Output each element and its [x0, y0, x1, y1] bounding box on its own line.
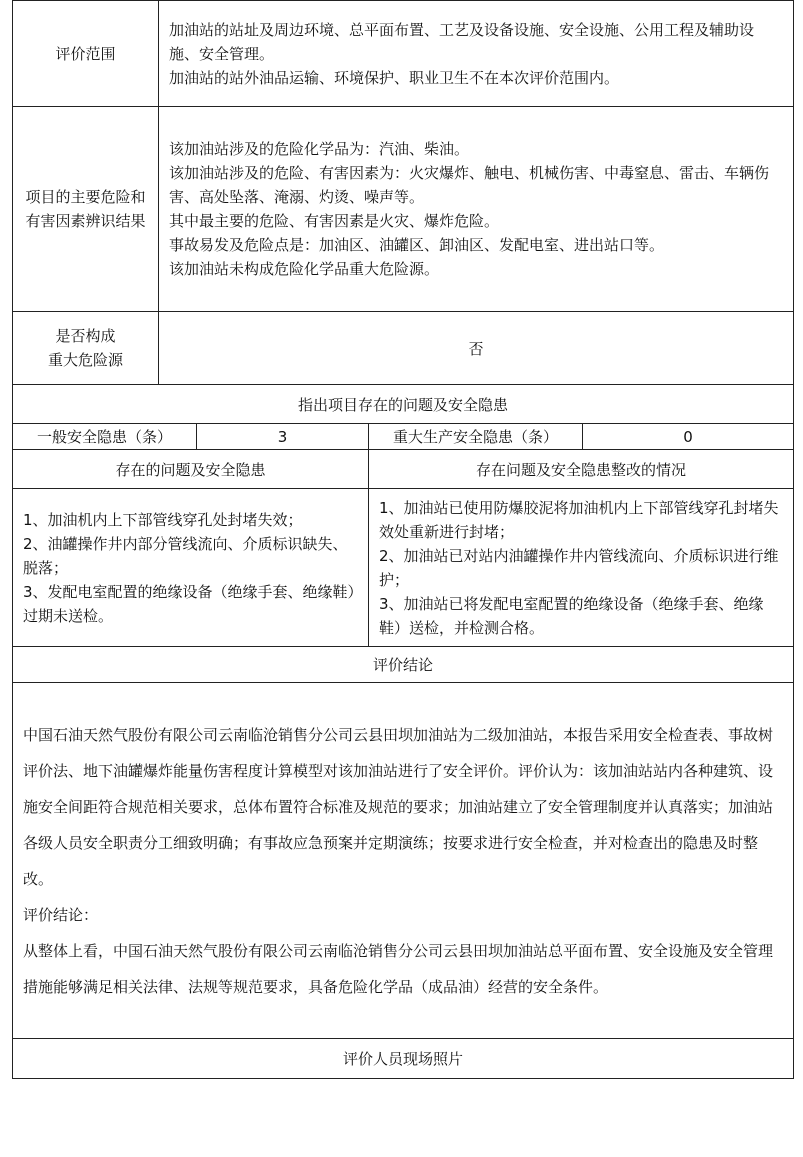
- major-hazard-label-line: 是否构成: [55, 327, 116, 345]
- rectification-item: 3、加油站已将发配电室配置的绝缘设备（绝缘手套、绝缘鞋）送检，并检测合格。: [379, 594, 764, 637]
- issue-item: 1、加油机内上下部管线穿孔处封堵失效；: [23, 510, 303, 529]
- major-hazard-value: 否: [159, 312, 794, 385]
- rectification-column-header: 存在问题及安全隐患整改的情况: [369, 450, 794, 489]
- scope-content: [159, 1, 794, 107]
- issue-item: 2、油罐操作井内部分管线流向、介质标识缺失、脱落；: [23, 534, 348, 577]
- major-hazard-label-line: 重大危险源: [47, 351, 123, 369]
- conclusion-row: [13, 683, 794, 1039]
- rectification-item: 1、加油站已使用防爆胶泥将加油机内上下部管线穿孔封堵失效处重新进行封堵；: [379, 498, 779, 541]
- evaluation-table: [12, 0, 794, 1079]
- conclusion-paragraph: 从整体上看，中国石油天然气股份有限公司云南临沧销售分公司云县田坝加油站总平面布置、安全设施及安全管理措施能够满足相关法律、法规等规范要求，具备危险化学品（成品油）经营的安全条件。: [23, 941, 774, 996]
- issues-column-header: 存在的问题及安全隐患: [13, 450, 369, 489]
- issues-columns-row: [13, 450, 794, 489]
- conclusion-paragraph: 中国石油天然气股份有限公司云南临沧销售分公司云县田坝加油站为二级加油站，本报告采用安全检查表、事故树评价法、地下油罐爆炸能量伤害程度计算模型对该加油站进行了安全评价。评价认为：该加油站站内各种建筑、设施安全间距符合规范相关要求，总体布置符合标准及规范的要求；加油站建立了安全管理制度并认真落实；加油站各级人员安全职责分工细致明确；有事故应急预案并定期演练；按要求进行安全检查，并对检查出的隐患及时整改。: [23, 725, 774, 888]
- major-hazard-row: [13, 312, 794, 385]
- rectification-list: [369, 489, 794, 647]
- rectification-item: 2、加油站已对站内油罐操作井内管线流向、介质标识进行维护；: [379, 546, 779, 589]
- scope-label: 评价范围: [13, 1, 159, 107]
- photos-header-row: [13, 1039, 794, 1079]
- issues-header: 指出项目存在的问题及安全隐患: [13, 385, 794, 424]
- hazards-line: 该加油站涉及的危险化学品为：汽油、柴油。: [169, 140, 470, 158]
- hazards-line: 该加油站未构成危险化学品重大危险源。: [169, 260, 440, 278]
- issues-detail-row: [13, 489, 794, 647]
- hazards-line: 其中最主要的危险、有害因素是火灾、爆炸危险。: [169, 212, 500, 230]
- conclusion-header: 评价结论: [13, 647, 794, 683]
- hazards-label: 项目的主要危险和有害因素辨识结果: [13, 107, 159, 312]
- scope-line: 加油站的站址及周边环境、总平面布置、工艺及设备设施、安全设施、公用工程及辅助设施、安全管理。: [169, 20, 755, 63]
- counts-row: [13, 424, 794, 450]
- major-hazard-count: 0: [583, 424, 794, 450]
- scope-row: [13, 1, 794, 107]
- hazards-line: 事故易发及危险点是：加油区、油罐区、卸油区、发配电室、进出站口等。: [169, 236, 665, 254]
- conclusion-subheading: 评价结论：: [23, 905, 99, 924]
- hazards-line: 该加油站涉及的危险、有害因素为：火灾爆炸、触电、机械伤害、中毒窒息、雷击、车辆伤害、高处坠落、淹溺、灼烫、噪声等。: [169, 164, 770, 206]
- general-hazard-count: 3: [197, 424, 369, 450]
- hazards-row: [13, 107, 794, 312]
- conclusion-header-row: [13, 647, 794, 683]
- issues-list: [13, 489, 369, 647]
- general-hazard-label: 一般安全隐患（条）: [13, 424, 197, 450]
- conclusion-content: [13, 683, 794, 1039]
- major-hazard-count-label: 重大生产安全隐患（条）: [369, 424, 583, 450]
- issue-item: 3、发配电室配置的绝缘设备（绝缘手套、绝缘鞋）过期未送检。: [23, 582, 356, 625]
- photos-header: 评价人员现场照片: [13, 1039, 794, 1079]
- evaluation-sheet: [12, 0, 793, 1079]
- scope-line: 加油站的站外油品运输、环境保护、职业卫生不在本次评价范围内。: [169, 68, 620, 87]
- major-hazard-label: [13, 312, 159, 385]
- issues-header-row: [13, 385, 794, 424]
- hazards-content: [159, 107, 794, 312]
